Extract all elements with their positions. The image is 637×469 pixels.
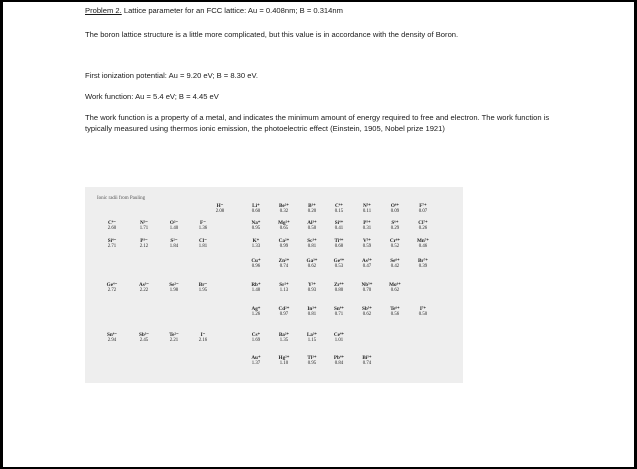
ion-symbol: K⁺ [252,238,260,244]
ion-symbol: La³⁺ [306,332,318,338]
ion-radius: 0.93 [307,288,317,293]
ion-cell [273,220,295,232]
ion-radius: 0.50 [418,312,428,317]
ion-symbol: In³⁺ [307,306,317,312]
ion-radius: 0.09 [390,209,400,214]
ion-radius: 1.35 [279,338,289,343]
ion-symbol: Y³⁺ [307,282,317,288]
ion-radius: 1.26 [251,312,261,317]
ion-symbol: Hg²⁺ [278,355,290,361]
ion-radius: 1.36 [198,226,208,231]
lattice-parameter-text: Lattice parameter for an FCC lattice: Au = 0.408nm; B = 0.314nm [121,6,343,15]
ion-cell [412,203,434,215]
ion-radius: 0.62 [307,264,317,269]
work-function-paragraph: The work function is a property of a metal, and indicates the minimum amount of energy required to free and electron. The work function is typically measured using thermos ionic emission, the photoelectric effect (Einstein, 1905, Nobel prize 1921) [85,113,550,133]
ion-symbol: Ce⁴⁺ [333,332,345,338]
ion-symbol: N⁵⁺ [362,203,372,209]
ion-cell [273,332,295,344]
ion-symbol: O²⁻ [169,220,179,226]
ion-symbol: Pb⁴⁺ [333,355,345,361]
ion-cell [273,355,295,367]
ion-cell [192,282,214,294]
ion-cell [163,282,185,294]
ion-symbol: B³⁺ [308,203,316,209]
ion-symbol: V⁵⁺ [362,238,372,244]
ion-cell [133,220,155,232]
ion-radius: 1.98 [169,288,179,293]
ion-cell [328,220,350,232]
ion-symbol: Ag⁺ [251,306,261,312]
ion-symbol: Ge⁴⁻ [106,282,118,288]
ion-cell [356,282,378,294]
ion-symbol: F⁻ [200,220,206,226]
ion-cell [328,306,350,318]
ion-cell [245,306,267,318]
ion-cell [328,282,350,294]
boron-paragraph: The boron lattice structure is a little more complicated, but this value is in accordance with the density of Boron. [85,30,459,39]
ion-symbol: Mo⁶⁺ [389,282,401,288]
ion-cell [328,258,350,270]
ion-radius: 1.37 [251,361,261,366]
ion-symbol: Au⁺ [251,355,261,361]
ion-symbol: Cu⁺ [251,258,261,264]
ion-radius: 0.32 [279,209,289,214]
ionic-radii-table-image [85,187,463,383]
ion-symbol: S⁶⁺ [391,220,399,226]
ion-cell [412,220,434,232]
ion-radius: 2.21 [169,338,179,343]
ion-cell [192,220,214,232]
ion-symbol: Se²⁻ [169,282,179,288]
ion-radius: 0.42 [390,264,400,269]
ion-symbol: I⁷⁺ [419,306,427,312]
ion-radius: 0.84 [334,361,344,366]
ion-radius: 2.22 [139,288,149,293]
ion-radius: 0.29 [390,226,400,231]
ion-cell [163,220,185,232]
ion-cell [245,282,267,294]
ion-symbol: Be²⁺ [278,203,290,209]
ion-symbol: Sc³⁺ [307,238,317,244]
document-page [3,2,634,467]
ion-cell [384,258,406,270]
ion-cell [192,332,214,344]
ion-symbol: Cd²⁺ [278,306,290,312]
ion-symbol: As⁵⁺ [361,258,373,264]
ion-cell [163,238,185,250]
ion-symbol: Sn⁴⁻ [106,332,118,338]
ion-symbol: O⁶⁺ [390,203,400,209]
ion-cell [245,238,267,250]
ion-radius: 2.60 [107,226,117,231]
ion-symbol: Tl³⁺ [307,355,317,361]
ion-symbol: Te²⁻ [169,332,179,338]
ion-symbol: Te⁶⁺ [390,306,400,312]
ion-cell [301,306,323,318]
ion-radius: 0.95 [307,361,317,366]
ion-symbol: Ti⁴⁺ [334,238,344,244]
ion-cell [328,238,350,250]
ion-cell [412,258,434,270]
ion-symbol: I⁻ [200,332,206,338]
ion-radius: 0.07 [418,209,428,214]
ion-radius: 1.15 [307,338,317,343]
work-function-line: Work function: Au = 5.4 eV; B = 4.45 eV [85,92,219,101]
ion-symbol: Br⁻ [198,282,208,288]
ion-radius: 2.12 [139,244,149,249]
ion-cell [273,203,295,215]
ion-radius: 0.26 [418,226,428,231]
ion-cell [384,203,406,215]
ion-cell [245,332,267,344]
ion-cell [101,238,123,250]
ion-cell [245,355,267,367]
ion-symbol: Sb⁵⁺ [361,306,373,312]
ion-symbol: Cl⁷⁺ [418,220,428,226]
ion-symbol: Zn²⁺ [278,258,290,264]
ion-radius: 0.59 [362,244,372,249]
ion-radius: 0.71 [334,312,344,317]
ion-cell [192,238,214,250]
ion-symbol: Si⁴⁻ [107,238,117,244]
ion-cell [384,306,406,318]
ion-radius: 0.68 [334,244,344,249]
ion-radius: 1.40 [169,226,179,231]
ion-cell [273,238,295,250]
ion-cell [412,238,434,250]
ion-cell [356,203,378,215]
ion-symbol: Br⁷⁺ [417,258,429,264]
ion-radius: 0.70 [362,288,372,293]
ion-cell [301,355,323,367]
ion-radius: 2.94 [107,338,117,343]
ion-symbol: Ga³⁺ [306,258,318,264]
ion-radius: 0.52 [390,244,400,249]
ion-cell [101,220,123,232]
ion-radius: 0.65 [279,226,289,231]
ion-cell [301,220,323,232]
ion-symbol: S²⁻ [170,238,178,244]
ion-radius: 0.39 [418,264,428,269]
ion-radius: 0.80 [334,288,344,293]
ion-radius: 0.31 [362,226,372,231]
ion-radius: 0.97 [279,312,289,317]
ion-symbol: Sb³⁻ [138,332,150,338]
ion-radius: 0.74 [362,361,372,366]
ion-symbol: Na⁺ [251,220,261,226]
ion-radius: 0.60 [251,209,261,214]
ion-symbol: Ge⁴⁺ [333,258,345,264]
ion-cell [384,238,406,250]
ion-symbol: Bi⁵⁺ [362,355,372,361]
ion-radius: 0.96 [251,264,261,269]
ion-cell [328,355,350,367]
ion-symbol: H⁻ [216,203,224,209]
ion-cell [209,203,231,215]
ion-radius: 0.62 [390,288,400,293]
ion-radius: 0.62 [362,312,372,317]
ion-cell [101,332,123,344]
ion-cell [384,282,406,294]
ion-cell [356,238,378,250]
ion-radius: 0.53 [334,264,344,269]
ion-symbol: P⁵⁺ [363,220,371,226]
ion-symbol: F⁷⁺ [419,203,427,209]
ion-radius: 0.20 [307,209,317,214]
ion-radius: 1.71 [139,226,149,231]
ion-symbol: P³⁻ [140,238,148,244]
ion-radius: 0.15 [334,209,344,214]
ion-symbol: Cs⁺ [251,332,261,338]
ion-cell [412,306,434,318]
ion-cell [301,282,323,294]
ion-cell [133,282,155,294]
ion-radius: 0.50 [307,226,317,231]
ion-symbol: Rb⁺ [251,282,261,288]
ion-radius: 0.46 [418,244,428,249]
ion-symbol: Mg²⁺ [278,220,290,226]
ion-symbol: Se⁶⁺ [390,258,400,264]
ion-radius: 1.69 [251,338,261,343]
ion-radius: 0.41 [334,226,344,231]
ion-symbol: Mn⁷⁺ [416,238,430,244]
table-caption: Ionic radii from Pauling [97,196,146,201]
ion-cell [245,258,267,270]
ion-radius: 0.99 [279,244,289,249]
ion-symbol: Si⁴⁺ [334,220,344,226]
ion-radius: 1.48 [251,288,261,293]
ion-radius: 0.11 [362,209,372,214]
ion-radius: 2.72 [107,288,117,293]
ion-radius: 1.01 [334,338,344,343]
ion-cell [328,203,350,215]
ion-radius: 1.84 [169,244,179,249]
ion-symbol: Al³⁺ [307,220,317,226]
ion-cell [163,332,185,344]
ion-symbol: Sr²⁺ [279,282,289,288]
ion-cell [356,355,378,367]
ion-cell [273,306,295,318]
ion-cell [301,332,323,344]
ion-symbol: C⁴⁺ [334,203,344,209]
ion-cell [133,238,155,250]
ion-cell [384,220,406,232]
ion-radius: 2.45 [139,338,149,343]
ion-symbol: N³⁻ [139,220,149,226]
ion-symbol: Zr⁴⁺ [333,282,345,288]
ion-cell [356,220,378,232]
ion-radius: 0.47 [362,264,372,269]
problem-title [85,6,343,17]
ion-radius: 0.81 [307,312,317,317]
ion-radius: 1.81 [198,244,208,249]
ion-cell [328,332,350,344]
ion-symbol: As³⁻ [138,282,150,288]
ion-symbol: Ba²⁺ [278,332,290,338]
ion-symbol: Sn⁴⁺ [333,306,345,312]
ion-radius: 1.13 [279,288,289,293]
ion-symbol: Cl⁻ [199,238,207,244]
ion-symbol: Ca²⁺ [278,238,290,244]
ion-symbol: Nb⁵⁺ [361,282,373,288]
ion-radius: 0.56 [390,312,400,317]
ion-cell [273,282,295,294]
ion-cell [356,258,378,270]
ion-cell [301,203,323,215]
ion-symbol: C⁴⁻ [107,220,117,226]
problem-label: Problem 2. [85,6,122,15]
ion-cell [273,258,295,270]
ion-radius: 0.95 [251,226,261,231]
ion-symbol: Cr⁶⁺ [389,238,401,244]
ion-cell [133,332,155,344]
ion-radius: 1.10 [279,361,289,366]
ion-cell [245,220,267,232]
ion-cell [245,203,267,215]
ion-radius: 1.95 [198,288,208,293]
ion-radius: 2.16 [198,338,208,343]
ion-cell [101,282,123,294]
ion-radius: 0.81 [307,244,317,249]
ion-radius: 2.71 [107,244,117,249]
ion-cell [301,238,323,250]
ion-radius: 2.08 [215,209,225,214]
ion-radius: 1.33 [251,244,261,249]
ion-cell [301,258,323,270]
ion-radius: 0.74 [279,264,289,269]
ionization-potential-line: First ionization potential: Au = 9.20 eV; B = 8.30 eV. [85,71,258,80]
ion-symbol: Li⁺ [252,203,260,209]
ion-cell [356,306,378,318]
